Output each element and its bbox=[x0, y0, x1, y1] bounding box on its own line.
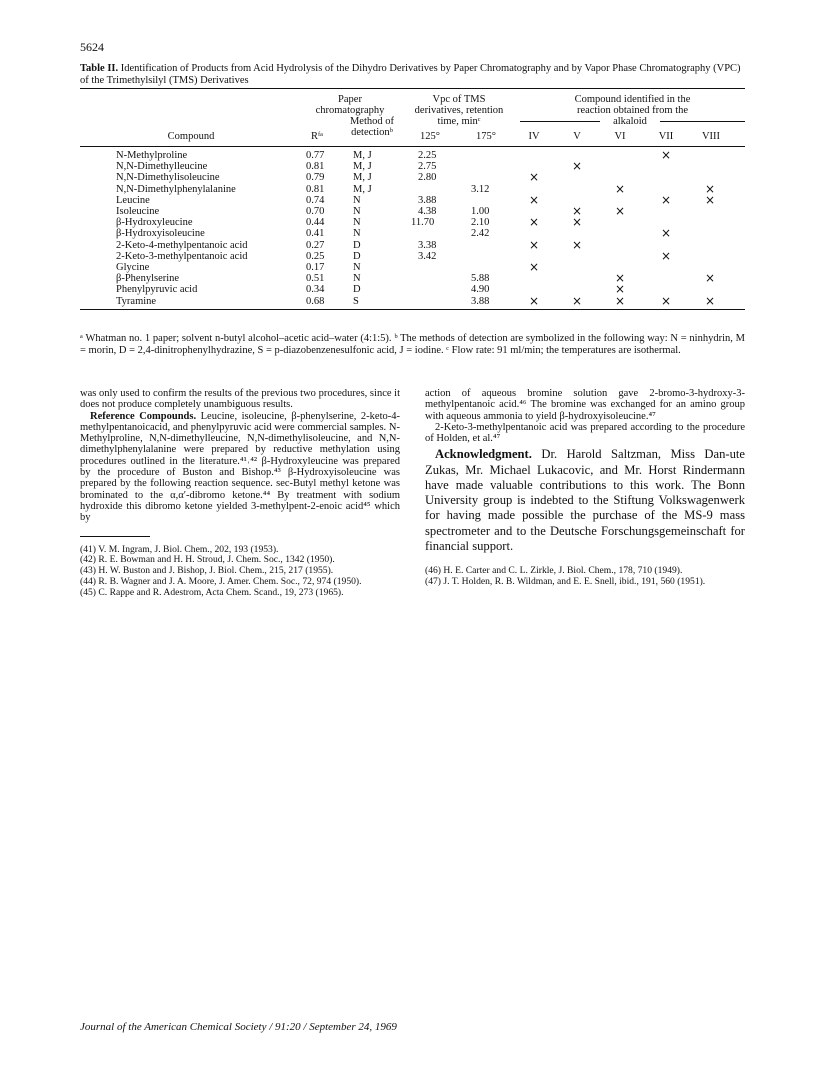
body-column-right bbox=[425, 388, 745, 588]
vpc-125: 3.42 bbox=[418, 250, 437, 262]
acknowledgment-text: Dr. Harold Saltzman, Miss Dan-ute Zukas, Mr. Michael Lukacovic, and Mr. Horst Rindermann have made valuable contributions to this work. The Bonn University group is indebted to the Stiftung Volkswagenwerk for having made possible the purchase of the MS-9 mass spectrometer and to the Deutsche Forschungsgemeinschaft for financial support. bbox=[425, 447, 745, 553]
rf-value: 0.68 bbox=[306, 295, 325, 307]
section-heading: Reference Compounds. bbox=[90, 410, 197, 422]
compound-name: 2-Keto-3-methylpentanoic acid bbox=[116, 250, 248, 262]
detection-method: S bbox=[353, 295, 359, 307]
reference-item: (46) H. E. Carter and C. L. Zirkle, J. Biol. Chem., 178, 710 (1949). bbox=[425, 564, 683, 576]
compound-name: β-Hydroxyleucine bbox=[116, 217, 193, 229]
vpc-175: 3.88 bbox=[471, 295, 490, 307]
reference-item: (45) C. Rappe and R. Adestrom, Acta Chem. Scand., 19, 273 (1965). bbox=[80, 586, 344, 598]
mark-iv: × bbox=[528, 215, 540, 230]
mark-vii: × bbox=[660, 192, 672, 207]
header-vpc-derivatives: derivatives, retention bbox=[414, 105, 504, 116]
acknowledgment bbox=[425, 447, 745, 553]
header-chromatography: chromatography bbox=[315, 105, 385, 116]
rf-value: 0.70 bbox=[306, 206, 325, 217]
reference-item: (43) H. W. Buston and J. Bishop, J. Biol. Chem., 215, 217 (1955). bbox=[80, 565, 334, 577]
detection-method: M, J bbox=[353, 161, 372, 173]
table-row bbox=[80, 161, 745, 172]
table-row bbox=[80, 192, 745, 207]
compound-name: N,N-Dimethylisoleucine bbox=[116, 172, 220, 184]
compound-name: Glycine bbox=[116, 262, 150, 273]
table-label: Table II. bbox=[80, 63, 119, 74]
mark-vi: × bbox=[614, 181, 626, 196]
compound-name: Leucine bbox=[116, 194, 150, 206]
header-vpc: Vpc of TMS bbox=[432, 94, 486, 105]
table-row bbox=[80, 284, 745, 295]
table-row bbox=[80, 150, 745, 161]
header-compound: Compound bbox=[167, 131, 215, 142]
vpc-125: 2.25 bbox=[418, 150, 437, 161]
table-row bbox=[80, 293, 745, 308]
table-row bbox=[80, 206, 745, 217]
paragraph: action of aqueous bromine solution gave 2-bromo-3-hydroxy-3-methylpentanoic acid.⁴⁶ The bromine was exchanged for an amino group with aqueous ammonia to yield β-hydroxyisoleucine.⁴⁷ bbox=[425, 388, 745, 422]
table-row bbox=[80, 172, 745, 183]
rf-value: 0.44 bbox=[306, 217, 325, 229]
compound-name: Isoleucine bbox=[116, 206, 160, 217]
detection-method: M, J bbox=[353, 183, 372, 195]
header-compound-identified: Compound identified in the bbox=[574, 94, 691, 105]
header-vii: VII bbox=[658, 131, 674, 142]
mark-vii: × bbox=[660, 248, 672, 263]
rf-value: 0.34 bbox=[306, 284, 325, 296]
compound-name: Phenylpyruvic acid bbox=[116, 284, 198, 296]
header-reaction: reaction obtained from the bbox=[576, 105, 689, 116]
body-column-left bbox=[80, 388, 400, 599]
header-vi: VI bbox=[614, 131, 626, 142]
acknowledgment-heading: Acknowledgment. bbox=[435, 447, 532, 462]
vpc-125: 3.38 bbox=[418, 239, 437, 251]
table-row bbox=[80, 217, 745, 228]
table-row bbox=[80, 237, 745, 252]
vpc-175: 3.12 bbox=[471, 183, 490, 195]
mark-vi: × bbox=[614, 204, 626, 218]
vpc-125: 3.88 bbox=[418, 194, 437, 206]
rf-value: 0.17 bbox=[306, 262, 325, 273]
rf-value: 0.81 bbox=[306, 183, 325, 195]
compound-name: 2-Keto-4-methylpentanoic acid bbox=[116, 239, 248, 251]
reference-item: (42) R. E. Bowman and H. H. Stroud, J. Chem. Soc., 1342 (1950). bbox=[80, 554, 335, 566]
mark-viii: × bbox=[704, 181, 716, 196]
rf-value: 0.27 bbox=[306, 239, 325, 251]
table-title: Identification of Products from Acid Hydrolysis of the Dihydro Derivatives by Paper Chromatography and by Vapor Phase Chromatography (VPC) of the Trimethylsilyl (TMS) Derivatives bbox=[80, 63, 741, 86]
header-viii: VIII bbox=[701, 131, 721, 142]
vpc-175: 4.90 bbox=[471, 284, 490, 296]
rf-value: 0.81 bbox=[306, 161, 325, 173]
vpc-175: 1.00 bbox=[471, 206, 490, 217]
mark-viii: × bbox=[704, 271, 716, 286]
paragraph-text: Leucine, isoleucine, β-phenylserine, 2-keto-4-methylpentanoicacid, and phenylpyruvic acid were commercial samples. N-Methylproline, N,N-dimethylleucine, N,N-dimethylisoleucine, and N,N-dimethylphenylalanine were prepared by reductive methylation using procedures outlined in the literature.⁴¹˒⁴² β-Hydroxyleucine was prepared by the procedure of Buston and Bishop.⁴³ β-Hydroxyisoleucine was prepared by the following reaction sequence. sec-Butyl methyl ketone was brominated to the α,α′-dibromo ketone.⁴⁴ By treatment with sodium hydroxide this dibromo ketone yielded 3-methylpent-2-enoic acid⁴⁵ which by bbox=[80, 410, 400, 524]
paragraph: was only used to confirm the results of the previous two procedures, since it does not produce completely unambiguous results. bbox=[80, 388, 400, 411]
reference-item: (47) J. T. Holden, R. B. Wildman, and E. E. Snell, ibid., 191, 560 (1951). bbox=[425, 575, 706, 587]
header-method: Method of bbox=[349, 116, 395, 127]
header-rf: Rᶠᵃ bbox=[310, 131, 324, 142]
header-rule bbox=[80, 146, 745, 147]
compound-name: N,N-Dimethylphenylalanine bbox=[116, 183, 236, 195]
rf-value: 0.41 bbox=[306, 228, 325, 240]
mark-vi: × bbox=[614, 271, 626, 286]
header-vpc-time: time, minᶜ bbox=[437, 116, 481, 127]
vpc-175: 5.88 bbox=[471, 273, 490, 285]
detection-method: D bbox=[353, 284, 361, 296]
table-row bbox=[80, 181, 745, 196]
references-right bbox=[425, 566, 745, 588]
compound-name: β-Phenylserine bbox=[116, 273, 180, 285]
header-paper: Paper bbox=[338, 94, 362, 105]
table-top-rule bbox=[80, 88, 745, 89]
mark-iv: × bbox=[528, 192, 540, 207]
vpc-125: 11.70 bbox=[411, 217, 435, 229]
compound-name: Tyramine bbox=[116, 295, 157, 307]
mark-iv: × bbox=[528, 260, 540, 274]
rf-value: 0.74 bbox=[306, 194, 325, 206]
table-caption bbox=[80, 63, 745, 87]
mark-vi: × bbox=[614, 282, 626, 297]
header-175: 175° bbox=[476, 131, 496, 142]
detection-method: N bbox=[353, 194, 361, 206]
reference-item: (41) V. M. Ingram, J. Biol. Chem., 202, 193 (1953). bbox=[80, 543, 279, 555]
running-footer: Journal of the American Chemical Society / 91:20 / September 24, 1969 bbox=[80, 1021, 397, 1033]
table-bottom-rule bbox=[80, 309, 745, 310]
table-footnote: ᵃ Whatman no. 1 paper; solvent n-butyl alcohol–acetic acid–water (4:1:5). ᵇ The methods of detection are symbolized in the following way: N = ninhydrin, M = morin, D = 2,4-dinitrophenylhydrazine, S = p-diazobenzenesulfonic acid, J = iodine. ᶜ Flow rate: 91 ml/min; the temperatures are isothermal. bbox=[80, 333, 745, 356]
paragraph: 2-Keto-3-methylpentanoic acid was prepared according to the procedure of Holden, et al.⁴⁷ bbox=[425, 421, 745, 445]
compound-name: N,N-Dimethylleucine bbox=[116, 161, 208, 173]
mark-viii: × bbox=[704, 192, 716, 207]
detection-method: N bbox=[353, 273, 361, 285]
header-125: 125° bbox=[420, 131, 440, 142]
paragraph-reference-compounds bbox=[80, 411, 400, 524]
vpc-125: 2.75 bbox=[418, 161, 437, 173]
table-row bbox=[80, 228, 745, 239]
vpc-125: 2.80 bbox=[418, 172, 437, 184]
references-left bbox=[80, 545, 400, 599]
header-v: V bbox=[573, 131, 581, 142]
mark-v: × bbox=[571, 159, 583, 174]
detection-method: D bbox=[353, 250, 361, 262]
detection-method: D bbox=[353, 239, 361, 251]
mark-vii: × bbox=[660, 293, 672, 308]
rf-value: 0.25 bbox=[306, 250, 325, 262]
compound-name: N-Methylproline bbox=[116, 150, 188, 161]
detection-method: N bbox=[353, 262, 361, 273]
mark-vi: × bbox=[614, 293, 626, 308]
mark-viii: × bbox=[704, 293, 716, 308]
vpc-175: 2.10 bbox=[471, 217, 490, 229]
rf-value: 0.51 bbox=[306, 273, 325, 285]
mark-vii: × bbox=[660, 148, 672, 162]
rf-value: 0.79 bbox=[306, 172, 325, 184]
mark-v: × bbox=[571, 237, 583, 252]
header-alkaloid: alkaloid bbox=[600, 116, 660, 127]
compound-name: β-Hydroxyisoleucine bbox=[116, 228, 205, 240]
detection-method: N bbox=[353, 217, 361, 229]
mark-iv: × bbox=[528, 293, 540, 308]
page-number: 5624 bbox=[80, 40, 104, 54]
mark-v: × bbox=[571, 293, 583, 308]
header-iv: IV bbox=[528, 131, 540, 142]
detection-method: M, J bbox=[353, 172, 372, 184]
mark-iv: × bbox=[528, 170, 540, 185]
detection-method: N bbox=[353, 228, 361, 240]
mark-iv: × bbox=[528, 237, 540, 252]
reference-item: (44) R. B. Wagner and J. A. Moore, J. Amer. Chem. Soc., 72, 974 (1950). bbox=[80, 575, 362, 587]
mark-vii: × bbox=[660, 226, 672, 241]
rf-value: 0.77 bbox=[306, 150, 325, 161]
header-detection: detectionᵇ bbox=[351, 127, 393, 138]
vpc-175: 2.42 bbox=[471, 228, 490, 240]
table-row bbox=[80, 248, 745, 263]
mark-v: × bbox=[571, 204, 583, 218]
detection-method: N bbox=[353, 206, 361, 217]
detection-method: M, J bbox=[353, 150, 372, 161]
mark-v: × bbox=[571, 215, 583, 230]
table-row bbox=[80, 273, 745, 284]
footnote-rule bbox=[80, 536, 150, 537]
table-row bbox=[80, 262, 745, 273]
vpc-125: 4.38 bbox=[418, 206, 437, 217]
